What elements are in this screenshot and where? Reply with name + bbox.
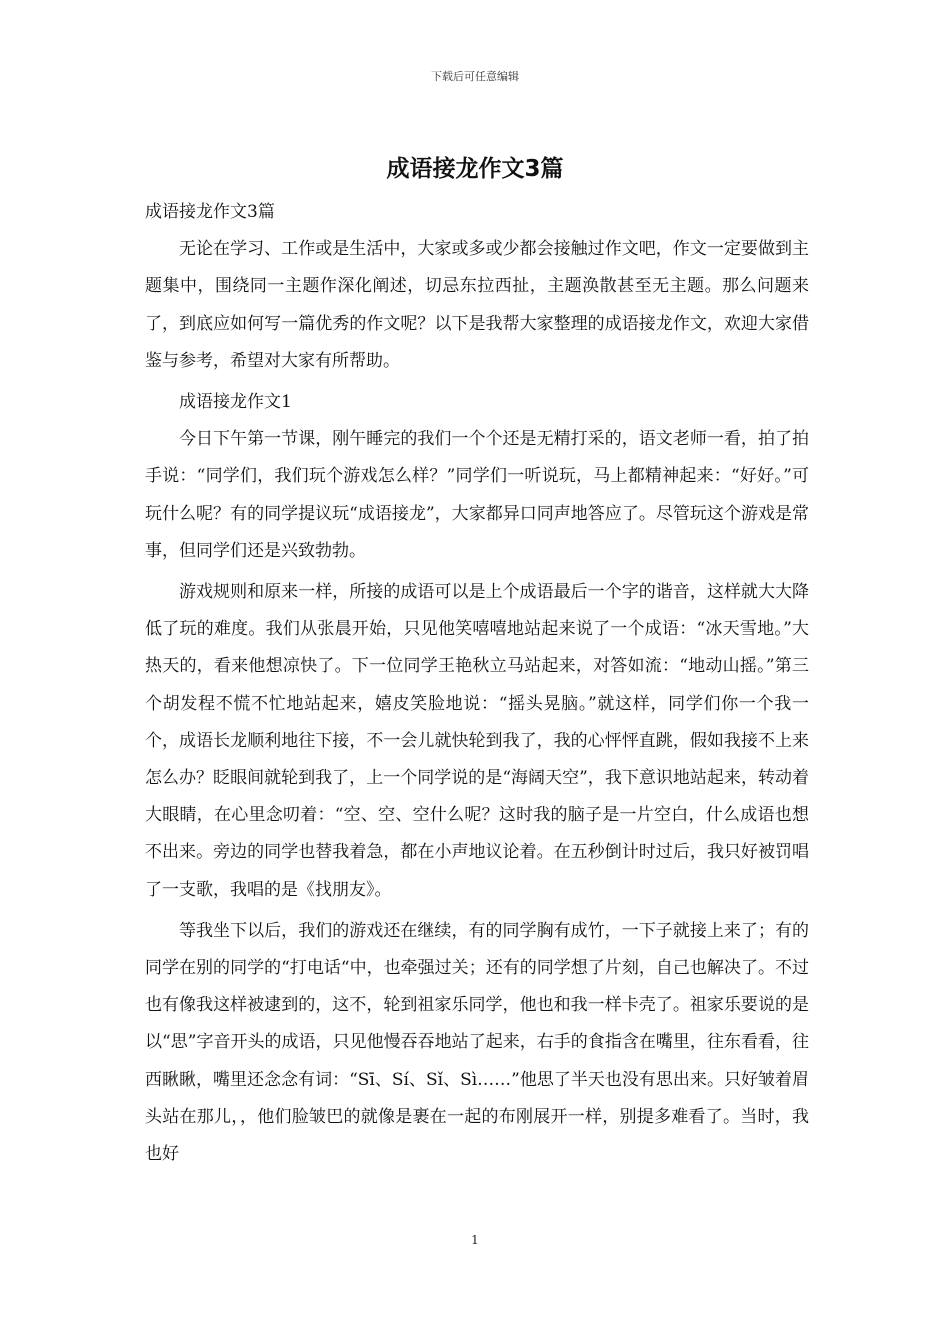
intro-paragraph: 无论在学习、工作或是生活中，大家或多或少都会接触过作文吧，作文一定要做到主题集中，围绕同一主题作深化阐述，切忌东拉西扯，主题涣散甚至无主题。那么问题来了，到底应如何写一篇优秀的作文呢？以下是我帮大家整理的成语接龙作文，欢迎大家借鉴与参考，希望对大家有所帮助。 xyxy=(145,239,809,371)
document-subtitle: 成语接龙作文3篇 xyxy=(145,202,275,222)
body-paragraph-2: 游戏规则和原来一样，所接的成语可以是上个成语最后一个字的谐音，这样就大大降低了玩的难度。我们从张晨开始，只见他笑嘻嘻地站起来说了一个成语：“冰天雪地。”大热天的，看来他想凉快了。下一位同学王艳秋立马站起来，对答如流：“地动山摇。”第三个胡发程不慌不忙地站起来，嬉皮笑脸地说：“摇头晃脑。”就这样，同学们你一个我一个，成语长龙顺利地往下接，不一会儿就快轮到我了，我的心怦怦直跳，假如我接不上来怎么办？眨眼间就轮到我了，上一个同学说的是“海阔天空”，我下意识地站起来，转动着大眼睛，在心里念叨着：“空、空、空什么呢？这时我的脑子是一片空白，什么成语也想不出来。旁边的同学也替我着急，都在小声地议论着。在五秒倒计时过后，我只好被罚唱了一支歌，我唱的是《找朋友》。 xyxy=(145,582,809,900)
body-paragraph-1: 今日下午第一节课，刚午睡完的我们一个个还是无精打采的，语文老师一看，拍了拍手说：“同学们，我们玩个游戏怎么样？”同学们一听说玩，马上都精神起来：“好好。”可玩什么呢？有的同学提议玩“成语接龙”，大家都异口同声地答应了。尽管玩这个游戏是常事，但同学们还是兴致勃勃。 xyxy=(145,429,809,561)
page-number: 1 xyxy=(471,1233,479,1247)
document-body xyxy=(145,194,809,1173)
body-paragraph-3: 等我坐下以后，我们的游戏还在继续，有的同学胸有成竹，一下子就接上来了；有的同学在别的同学的“打电话“中，也牵强过关；还有的同学想了片刻，自己也解决了。不过也有像我这样被逮到的，这不，轮到祖家乐同学，他也和我一样卡壳了。祖家乐要说的是以“思”字音开头的成语，只见他慢吞吞地站了起来，右手的食指含在嘴里，往东看看，往西瞅瞅，嘴里还念念有词：“Sī、Sí、Sǐ、Sì……”他思了半天也没有思出来。只好皱着眉头站在那儿，，他们脸皱巴的就像是裹在一起的布刚展开一样，别提多难看了。当时，我也好 xyxy=(145,920,809,1165)
header-note: 下载后可任意编辑 xyxy=(431,70,519,83)
document-title: 成语接龙作文3篇 xyxy=(386,156,564,182)
section-heading: 成语接龙作文1 xyxy=(179,392,292,413)
